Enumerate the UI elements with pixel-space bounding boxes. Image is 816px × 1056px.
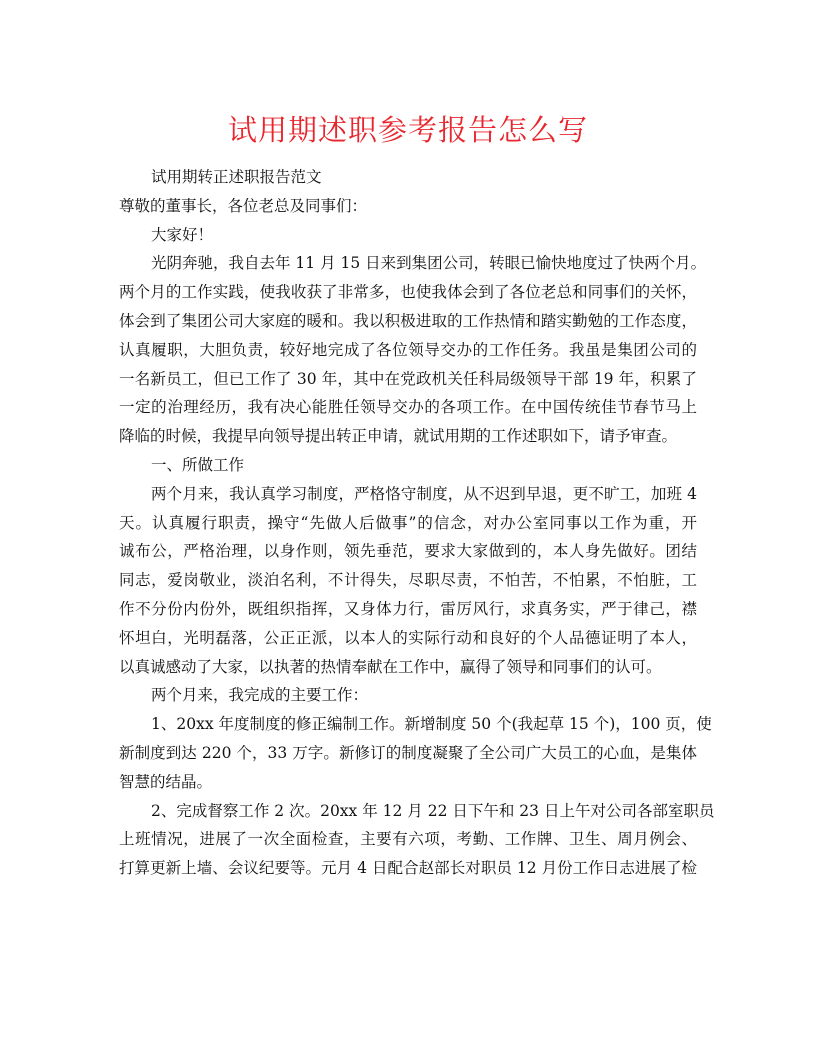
text-line: 以真诚感动了大家，以执著的热情奉献在工作中，赢得了领导和同事们的认可。: [119, 657, 662, 676]
text-line: 1、20xx 年度制度的修正编制工作。新增制度 50 个(我起草 15 个)，100 页，使: [151, 715, 712, 734]
text-line: 降临的时候，我提早向领导提出转正申请，就试用期的工作述职如下，请予审查。: [119, 427, 678, 446]
text-line: 智慧的结晶。: [119, 772, 213, 791]
text-line: 一定的治理经历，我有决心能胜任领导交办的各项工作。在中国传统佳节春节马上: [119, 398, 697, 417]
text-line: 新制度到达 220 个，33 万字。新修订的制度凝聚了全公司广大员工的心血，是集体: [119, 743, 697, 762]
text-line: 体会到了集团公司大家庭的暖和。我以积极进取的工作热情和踏实勤勉的工作态度，: [119, 311, 697, 330]
text-line: 打算更新上墙、会议纪要等。元月 4 日配合赵部长对职员 12 月份工作日志进展了检: [119, 859, 697, 878]
text-line: 诚布公，严格治理，以身作则，领先垂范，要求大家做到的，本人身先做好。团结: [119, 542, 697, 561]
document-title: 试用期述职参考报告怎么写: [227, 113, 588, 147]
document-body: [119, 163, 715, 883]
text-line: 同志，爱岗敬业，淡泊名利，不计得失，尽职尽责，不怕苦，不怕累，不怕脏，工: [119, 571, 697, 590]
text-line: 两个月来，我认真学习制度，严格恪守制度，从不迟到早退，更不旷工，加班 4: [151, 484, 697, 503]
text-line: 两个月来，我完成的主要工作：: [151, 686, 369, 705]
text-line: 怀坦白，光明磊落，公正正派，以本人的实际行动和良好的个人品德证明了本人，: [119, 628, 697, 647]
text-line: 一名新员工，但已工作了 30 年，其中在党政机关任科局级领导干部 19 年，积累了: [119, 369, 697, 388]
text-line: 2、完成督察工作 2 次。20xx 年 12 月 22 日下午和 23 日上午对公司各部室职员: [151, 801, 715, 820]
text-line: 天。认真履行职责，操守“先做人后做事”的信念，对办公室同事以工作为重，开: [119, 513, 697, 532]
text-line: 作不分份内份外，既组织指挥，又身体力行，雷厉风行，求真务实，严于律己，襟: [119, 599, 697, 618]
text-line: 认真履职，大胆负责，较好地完成了各位领导交办的工作任务。我虽是集团公司的: [119, 340, 697, 359]
text-line: 试用期转正述职报告范文: [151, 168, 322, 186]
text-line: 上班情况，进展了一次全面检查，主要有六项，考勤、工作牌、卫生、周月例会、: [119, 830, 697, 849]
text-line: 两个月的工作实践，使我收获了非常多，也使我体会到了各位老总和同事们的关怀，: [119, 283, 697, 302]
text-line: 大家好！: [151, 225, 214, 244]
text-line: 一、所做工作: [151, 455, 245, 474]
text-line: 光阴奔驰，我自去年 11 月 15 日来到集团公司，转眼已愉快地度过了快两个月。: [151, 254, 707, 273]
text-line: 尊敬的董事长，各位老总及同事们：: [119, 196, 368, 215]
